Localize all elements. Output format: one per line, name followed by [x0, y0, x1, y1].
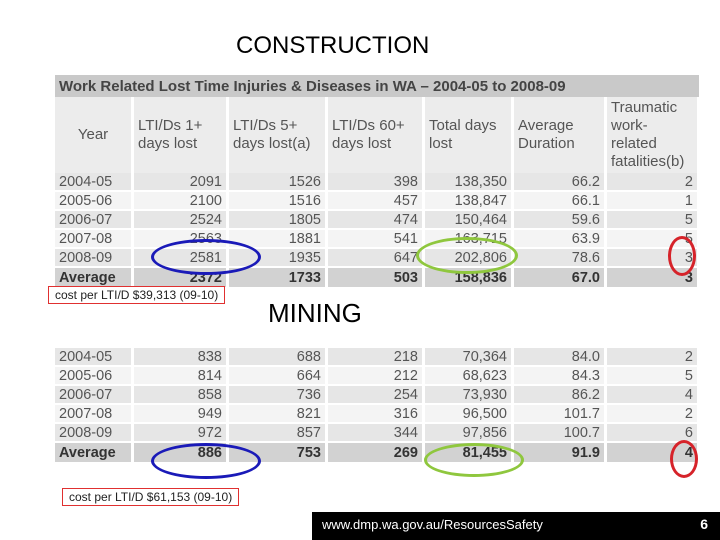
cell: 2008-09	[55, 248, 133, 267]
cell: 1935	[228, 248, 327, 267]
cell: 858	[133, 385, 228, 404]
header-ltids-60: LTI/Ds 60+ days lost	[327, 97, 424, 173]
page-number: 6	[700, 516, 708, 532]
cell: 84.3	[513, 366, 606, 385]
cell: 664	[228, 366, 327, 385]
cell: 2563	[133, 229, 228, 248]
header-ltids-5: LTI/Ds 5+ days lost(a)	[228, 97, 327, 173]
red-highlight-circle	[668, 236, 696, 276]
cell: 3	[606, 248, 699, 267]
cell: 150,464	[424, 210, 513, 229]
mining-cost-note: cost per LTI/D $61,153 (09-10)	[62, 488, 239, 506]
cell: 91.9	[513, 442, 606, 463]
cell: 2372	[133, 267, 228, 288]
cell: 81,455	[424, 442, 513, 463]
cell: 2100	[133, 191, 228, 210]
cell: 2005-06	[55, 191, 133, 210]
cell: 474	[327, 210, 424, 229]
cell: 1805	[228, 210, 327, 229]
cell: 821	[228, 404, 327, 423]
table-row	[55, 366, 699, 385]
table-row	[55, 191, 699, 210]
cell: 97,856	[424, 423, 513, 442]
cell: 3	[606, 267, 699, 288]
cell: 2581	[133, 248, 228, 267]
cell: 218	[327, 348, 424, 366]
cell: 503	[327, 267, 424, 288]
cell: 212	[327, 366, 424, 385]
cell: 1516	[228, 191, 327, 210]
cell: 814	[133, 366, 228, 385]
cell: 84.0	[513, 348, 606, 366]
cell: 5	[606, 366, 699, 385]
cell: 1733	[228, 267, 327, 288]
blue-highlight-circle	[151, 443, 261, 479]
cell: 5	[606, 229, 699, 248]
cell: 70,364	[424, 348, 513, 366]
cell: 886	[133, 442, 228, 463]
cell: 138,847	[424, 191, 513, 210]
cell: 344	[327, 423, 424, 442]
cell: 1	[606, 191, 699, 210]
mining-title: MINING	[268, 298, 362, 328]
cell: 4	[606, 385, 699, 404]
cell: 254	[327, 385, 424, 404]
cell: 100.7	[513, 423, 606, 442]
blue-highlight-circle	[151, 239, 261, 275]
red-highlight-circle	[670, 440, 698, 478]
cell: 67.0	[513, 267, 606, 288]
cell: Average	[55, 267, 133, 288]
cell: 541	[327, 229, 424, 248]
cell: 688	[228, 348, 327, 366]
cell: 86.2	[513, 385, 606, 404]
cell: 316	[327, 404, 424, 423]
cell: 2004-05	[55, 348, 133, 366]
construction-title: CONSTRUCTION	[236, 32, 430, 59]
header-ltids-1: LTI/Ds 1+ days lost	[133, 97, 228, 173]
table-row	[55, 229, 699, 248]
cell: 66.2	[513, 173, 606, 191]
header-total-days: Total days lost	[424, 97, 513, 173]
cell: 2006-07	[55, 210, 133, 229]
cell: 647	[327, 248, 424, 267]
cell: 59.6	[513, 210, 606, 229]
cell: 1881	[228, 229, 327, 248]
footer-url: www.dmp.wa.gov.au/ResourcesSafety	[322, 517, 543, 532]
header-year: Year	[55, 97, 133, 173]
cell: 457	[327, 191, 424, 210]
cell: 1526	[228, 173, 327, 191]
cell: 2007-08	[55, 404, 133, 423]
cell: 96,500	[424, 404, 513, 423]
cell: 73,930	[424, 385, 513, 404]
cell: 736	[228, 385, 327, 404]
cell: 838	[133, 348, 228, 366]
table-row	[55, 385, 699, 404]
cell: 5	[606, 210, 699, 229]
cell: 2007-08	[55, 229, 133, 248]
table-row	[55, 348, 699, 366]
cell: 2	[606, 173, 699, 191]
mining-table	[55, 348, 700, 464]
cell: 2	[606, 348, 699, 366]
table-row	[55, 210, 699, 229]
header-avg-duration: Average Duration	[513, 97, 606, 173]
cell: 2	[606, 404, 699, 423]
construction-cost-note: cost per LTI/D $39,313 (09-10)	[48, 286, 225, 304]
table-caption: Work Related Lost Time Injuries & Diseases in WA – 2004-05 to 2008-09	[55, 75, 699, 97]
cell: 857	[228, 423, 327, 442]
green-highlight-circle	[416, 237, 518, 274]
cell: 949	[133, 404, 228, 423]
cell: 158,836	[424, 267, 513, 288]
cell: 2091	[133, 173, 228, 191]
green-highlight-circle	[424, 443, 524, 477]
cell: 63.9	[513, 229, 606, 248]
table-row	[55, 423, 699, 442]
table-row	[55, 404, 699, 423]
cell: 101.7	[513, 404, 606, 423]
cell: 6	[606, 423, 699, 442]
cell: 2006-07	[55, 385, 133, 404]
cell: 2008-09	[55, 423, 133, 442]
average-row	[55, 267, 699, 288]
table-row	[55, 173, 699, 191]
cell: 68,623	[424, 366, 513, 385]
cell: 202,806	[424, 248, 513, 267]
cell: 753	[228, 442, 327, 463]
cell: 138,350	[424, 173, 513, 191]
cell: 66.1	[513, 191, 606, 210]
cell: 4	[606, 442, 699, 463]
cell: 269	[327, 442, 424, 463]
cell: 78.6	[513, 248, 606, 267]
cell: 972	[133, 423, 228, 442]
cell: 2004-05	[55, 173, 133, 191]
cell: Average	[55, 442, 133, 463]
cell: 398	[327, 173, 424, 191]
cell: 2005-06	[55, 366, 133, 385]
cell: 163,715	[424, 229, 513, 248]
header-fatalities: Traumatic work-related fatalities(b)	[606, 97, 699, 173]
cell: 2524	[133, 210, 228, 229]
